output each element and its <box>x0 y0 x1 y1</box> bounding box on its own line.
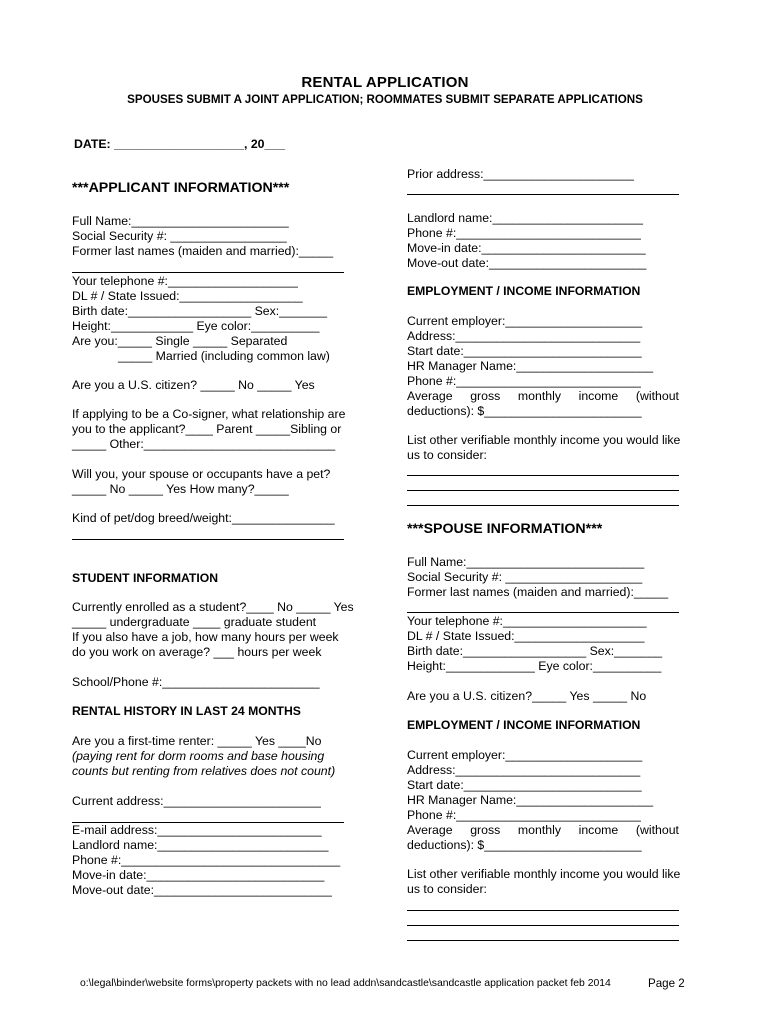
spouse-income-amount-field[interactable]: deductions): $_______________________ <box>407 838 642 852</box>
school-phone-field[interactable]: School/Phone #:_______________________ <box>72 675 320 689</box>
applicant-info-header: ***APPLICANT INFORMATION*** <box>72 180 290 196</box>
move-out-field[interactable]: Move-out date:__________________________ <box>72 883 332 897</box>
income-word: gross <box>470 389 501 403</box>
pet-answer[interactable]: _____ No _____ Yes How many?_____ <box>72 482 289 496</box>
spouse-income-label <box>407 823 679 838</box>
income-word: monthly <box>517 823 561 837</box>
renter-note-1: (paying rent for dorm rooms and base housing <box>72 749 325 763</box>
height-field[interactable]: Height:____________ Eye color:__________ <box>72 319 320 333</box>
income-label <box>407 389 679 404</box>
blank-line[interactable] <box>72 539 344 540</box>
prior-landlord-field[interactable]: Landlord name:______________________ <box>407 211 643 225</box>
spouse-former-names-field[interactable]: Former last names (maiden and married):_____ <box>407 585 669 599</box>
spouse-phone-field[interactable]: Phone #:___________________________ <box>407 808 641 822</box>
cosigner-question: If applying to be a Co-signer, what relationship are <box>72 407 346 421</box>
start-date-field[interactable]: Start date:__________________________ <box>407 344 642 358</box>
full-name-field[interactable]: Full Name:_______________________ <box>72 214 289 228</box>
spouse-employer-address-field[interactable]: Address:___________________________ <box>407 763 641 777</box>
hr-manager-field[interactable]: HR Manager Name:____________________ <box>407 359 654 373</box>
income-word: monthly <box>517 389 561 403</box>
prior-move-in-field[interactable]: Move-in date:________________________ <box>407 241 646 255</box>
spouse-info-header: ***SPOUSE INFORMATION*** <box>407 521 603 537</box>
income-word: Average <box>407 823 453 837</box>
spouse-other-income-question: List other verifiable monthly income you would like <box>407 867 681 881</box>
income-word: gross <box>470 823 501 837</box>
income-word: income <box>578 389 619 403</box>
income-word: (without <box>635 389 679 403</box>
employer-phone-field[interactable]: Phone #:___________________________ <box>407 374 641 388</box>
other-income-question-cont: us to consider: <box>407 448 487 462</box>
blank-line[interactable] <box>407 940 679 941</box>
page-number: Page 2 <box>648 977 685 990</box>
spouse-other-income-question-cont: us to consider: <box>407 882 487 896</box>
job-question: If you also have a job, how many hours per week <box>72 630 339 644</box>
form-subtitle: SPOUSES SUBMIT A JOINT APPLICATION; ROOMMATES SUBMIT SEPARATE APPLICATIONS <box>127 93 643 106</box>
blank-line[interactable] <box>72 272 344 273</box>
prior-move-out-field[interactable]: Move-out date:_______________________ <box>407 256 647 270</box>
pet-question: Will you, your spouse or occupants have a pet? <box>72 467 331 481</box>
employer-address-field[interactable]: Address:___________________________ <box>407 329 641 343</box>
spouse-hr-manager-field[interactable]: HR Manager Name:____________________ <box>407 793 654 807</box>
renter-note-2: counts but renting from relatives does not count) <box>72 764 336 778</box>
prior-address-field[interactable]: Prior address:______________________ <box>407 167 635 181</box>
blank-line[interactable] <box>407 910 679 911</box>
spouse-dl-field[interactable]: DL # / State Issued:___________________ <box>407 629 645 643</box>
prior-phone-field[interactable]: Phone #:___________________________ <box>407 226 641 240</box>
spouse-telephone-field[interactable]: Your telephone #:_____________________ <box>407 614 647 628</box>
spouse-ssn-field[interactable]: Social Security #: ____________________ <box>407 570 643 584</box>
move-in-field[interactable]: Move-in date:__________________________ <box>72 868 325 882</box>
birth-date-field[interactable]: Birth date:__________________ Sex:_______ <box>72 304 328 318</box>
spouse-start-date-field[interactable]: Start date:__________________________ <box>407 778 642 792</box>
telephone-field[interactable]: Your telephone #:___________________ <box>72 274 298 288</box>
income-amount-field[interactable]: deductions): $_______________________ <box>407 404 642 418</box>
spouse-employment-header: EMPLOYMENT / INCOME INFORMATION <box>407 718 641 732</box>
income-word: (without <box>635 823 679 837</box>
spouse-employer-field[interactable]: Current employer:____________________ <box>407 748 643 762</box>
income-word: income <box>578 823 619 837</box>
former-names-field[interactable]: Former last names (maiden and married):_____ <box>72 244 334 258</box>
footer-path: o:\legal\binder\website forms\property packets with no lead addn\sandcastle\sandcastle application packet feb 2014 <box>80 978 611 989</box>
ssn-field[interactable]: Social Security #: _________________ <box>72 229 287 243</box>
cosigner-relationship[interactable]: you to the applicant?____ Parent _____Sibling or <box>72 422 342 436</box>
blank-line[interactable] <box>407 925 679 926</box>
spouse-height-field[interactable]: Height:_____________ Eye color:__________ <box>407 659 662 673</box>
rental-history-header: RENTAL HISTORY IN LAST 24 MONTHS <box>72 704 301 718</box>
marital-status-field[interactable]: Are you:_____ Single _____ Separated <box>72 334 288 348</box>
phone-field[interactable]: Phone #:________________________________ <box>72 853 341 867</box>
married-option[interactable]: _____ Married (including common law) <box>118 349 330 363</box>
student-level-field[interactable]: _____ undergraduate ____ graduate student <box>72 615 317 629</box>
other-income-question: List other verifiable monthly income you would like <box>407 433 681 447</box>
spouse-citizen-field[interactable]: Are you a U.S. citizen?_____ Yes _____ No <box>407 689 647 703</box>
blank-line[interactable] <box>407 612 679 613</box>
employment-header: EMPLOYMENT / INCOME INFORMATION <box>407 284 641 298</box>
citizen-field[interactable]: Are you a U.S. citizen? _____ No _____ Yes <box>72 378 315 392</box>
blank-line[interactable] <box>407 475 679 476</box>
blank-line[interactable] <box>407 194 679 195</box>
dl-field[interactable]: DL # / State Issued:__________________ <box>72 289 303 303</box>
cosigner-other[interactable]: _____ Other:____________________________ <box>72 437 336 451</box>
first-time-renter-field[interactable]: Are you a first-time renter: _____ Yes ____No <box>72 734 322 748</box>
income-word: Average <box>407 389 453 403</box>
enrolled-field[interactable]: Currently enrolled as a student?____ No _____ Yes <box>72 600 354 614</box>
email-field[interactable]: E-mail address:________________________ <box>72 823 322 837</box>
job-hours-field[interactable]: do you work on average? ___ hours per week <box>72 645 322 659</box>
spouse-full-name-field[interactable]: Full Name:__________________________ <box>407 555 645 569</box>
current-address-field[interactable]: Current address:_______________________ <box>72 794 321 808</box>
student-info-header: STUDENT INFORMATION <box>72 571 219 585</box>
blank-line[interactable] <box>407 490 679 491</box>
blank-line[interactable] <box>407 505 679 506</box>
landlord-field[interactable]: Landlord name:_________________________ <box>72 838 329 852</box>
pet-kind-field[interactable]: Kind of pet/dog breed/weight:_______________ <box>72 511 335 525</box>
spouse-birth-date-field[interactable]: Birth date:__________________ Sex:_______ <box>407 644 663 658</box>
employer-field[interactable]: Current employer:____________________ <box>407 314 643 328</box>
form-title: RENTAL APPLICATION <box>301 74 469 91</box>
date-field[interactable]: DATE: ___________________, 20___ <box>74 137 286 151</box>
